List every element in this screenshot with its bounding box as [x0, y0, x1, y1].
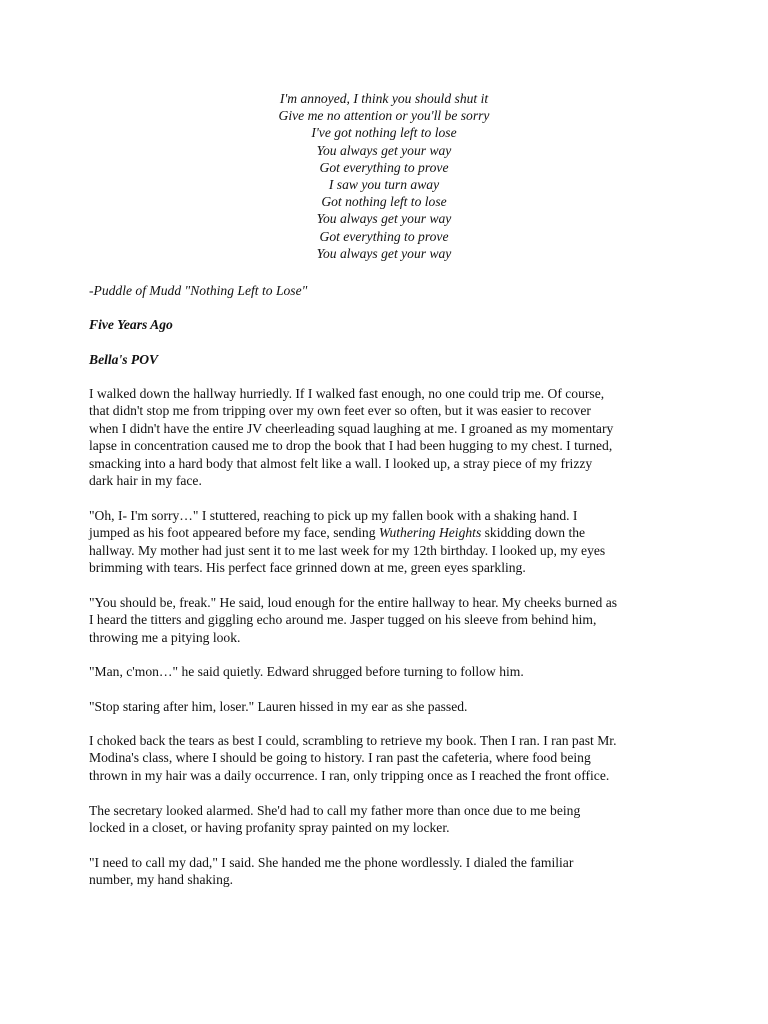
paragraph-8 — [89, 854, 689, 889]
text-segment: jumped as his foot appeared before my face, sending — [89, 525, 379, 541]
lyric-line: You always get your way — [316, 245, 452, 261]
lyric-line: Got everything to prove — [319, 228, 449, 244]
text-line: hallway. My mother had just sent it to me last week for my 12th birthday. I looked up, my eyes — [89, 542, 606, 558]
section-heading-pov: Bella's POV — [89, 352, 159, 367]
text-line: dark hair in my face. — [89, 473, 202, 489]
text-line: "Man, c'mon…" he said quietly. Edward shrugged before turning to follow him. — [89, 664, 524, 679]
text-line: "You should be, freak." He said, loud enough for the entire hallway to hear. My cheeks burned as — [89, 595, 618, 610]
text-line: number, my hand shaking. — [89, 872, 234, 888]
text-line: that didn't stop me from tripping over my own feet ever so often, but it was easier to recover — [89, 403, 591, 419]
paragraph-5 — [89, 698, 689, 715]
text-line: thrown in my hair was a daily occurrence. I ran, only tripping once as I reached the front office. — [89, 767, 610, 783]
lyric-line: I'm annoyed, I think you should shut it — [279, 91, 489, 106]
paragraph-4 — [89, 663, 689, 680]
text-line: I choked back the tears as best I could, scrambling to retrieve my book. Then I ran. I ran past Mr. — [89, 733, 617, 748]
lyric-line: Got nothing left to lose — [321, 194, 447, 210]
paragraph-6 — [89, 732, 689, 784]
lyric-line: You always get your way — [316, 211, 452, 227]
paragraph-2 — [89, 507, 689, 577]
song-attribution: -Puddle of Mudd "Nothing Left to Lose" — [89, 283, 308, 298]
section-heading-time: Five Years Ago — [89, 317, 173, 332]
paragraph-1 — [89, 385, 689, 489]
book-title: Wuthering Heights — [378, 525, 482, 541]
lyric-line: Got everything to prove — [319, 159, 449, 175]
text-line — [89, 524, 689, 541]
text-line: when I didn't have the entire JV cheerleading squad laughing at me. I groaned as my momentary — [89, 420, 614, 436]
lyric-line: You always get your way — [316, 142, 452, 158]
lyric-line: I've got nothing left to lose — [311, 125, 457, 141]
text-segment: skidding down the — [481, 525, 586, 541]
text-line: I heard the titters and giggling echo around me. Jasper tugged on his sleeve from behind him, — [89, 612, 597, 628]
text-line: Modina's class, where I should be going to history. I ran past the cafeteria, where food being — [89, 750, 591, 766]
text-line: I walked down the hallway hurriedly. If I walked fast enough, no one could trip me. Of course, — [89, 386, 605, 401]
text-line: throwing me a pitying look. — [89, 629, 241, 645]
text-line: The secretary looked alarmed. She'd had to call my father more than once due to me being — [89, 803, 581, 818]
lyric-line: I saw you turn away — [328, 177, 440, 193]
text-line: "Stop staring after him, loser." Lauren hissed in my ear as she passed. — [89, 699, 468, 714]
song-lyrics — [0, 90, 768, 262]
text-line: "Oh, I- I'm sorry…" I stuttered, reaching to pick up my fallen book with a shaking hand. I — [89, 508, 578, 523]
paragraph-7 — [89, 802, 689, 837]
text-line: "I need to call my dad," I said. She handed me the phone wordlessly. I dialed the familiar — [89, 855, 574, 870]
text-line: smacking into a hard body that almost felt like a wall. I looked up, a stray piece of my frizzy — [89, 455, 593, 471]
text-line: brimming with tears. His perfect face grinned down at me, green eyes sparkling. — [89, 560, 526, 576]
lyric-line: Give me no attention or you'll be sorry — [278, 108, 490, 124]
paragraph-3 — [89, 594, 689, 646]
text-line: locked in a closet, or having profanity spray painted on my locker. — [89, 820, 450, 836]
text-line: lapse in concentration caused me to drop the book that I had been hugging to my chest. I turned, — [89, 438, 613, 454]
